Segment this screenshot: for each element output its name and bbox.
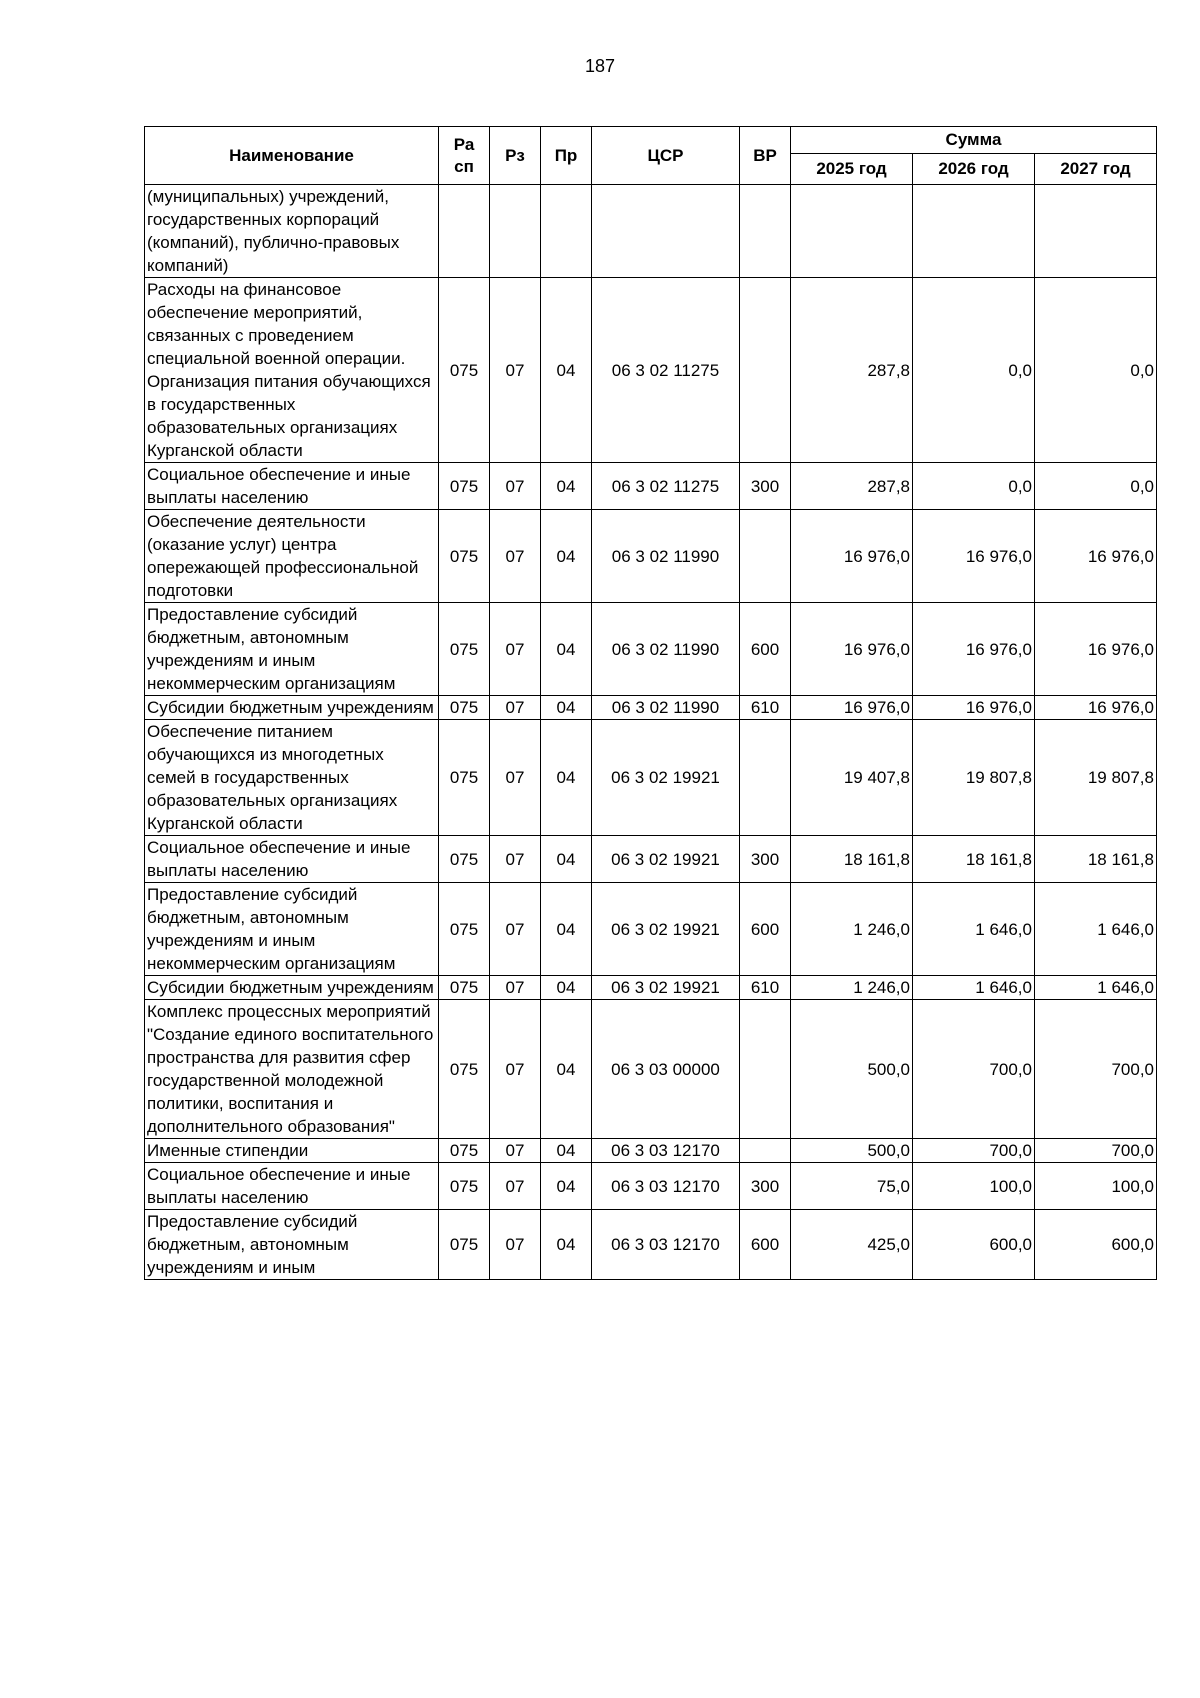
row-amount-2025: 425,0 [791, 1210, 913, 1280]
row-pr: 04 [541, 720, 592, 836]
row-csr [592, 185, 740, 278]
row-amount-2026: 1 646,0 [913, 883, 1035, 976]
row-csr: 06 3 02 11275 [592, 278, 740, 463]
row-pr: 04 [541, 463, 592, 510]
row-amount-2025: 18 161,8 [791, 836, 913, 883]
header-year-2026: 2026 год [913, 154, 1035, 185]
row-rasp: 075 [439, 1139, 490, 1163]
header-csr: ЦСР [592, 127, 740, 185]
header-rz: Рз [490, 127, 541, 185]
row-name: Предоставление субсидий бюджетным, автономным учреждениям и иным некоммерческим организациям [145, 603, 439, 696]
row-amount-2025: 287,8 [791, 278, 913, 463]
row-amount-2025: 16 976,0 [791, 603, 913, 696]
row-amount-2025: 16 976,0 [791, 510, 913, 603]
row-name: Социальное обеспечение и иные выплаты населению [145, 463, 439, 510]
table-row [145, 1000, 1157, 1139]
row-rasp: 075 [439, 278, 490, 463]
table-row [145, 1139, 1157, 1163]
row-rasp: 075 [439, 976, 490, 1000]
row-rz: 07 [490, 278, 541, 463]
row-name: Предоставление субсидий бюджетным, автономным учреждениям и иным некоммерческим организациям [145, 883, 439, 976]
table-row [145, 1163, 1157, 1210]
row-csr: 06 3 02 11275 [592, 463, 740, 510]
row-amount-2027: 19 807,8 [1035, 720, 1157, 836]
row-rz: 07 [490, 510, 541, 603]
row-name: Субсидии бюджетным учреждениям [145, 976, 439, 1000]
row-rz: 07 [490, 603, 541, 696]
budget-table [144, 126, 1157, 1280]
row-amount-2025: 16 976,0 [791, 696, 913, 720]
row-rasp: 075 [439, 883, 490, 976]
row-amount-2027: 100,0 [1035, 1163, 1157, 1210]
row-amount-2027: 16 976,0 [1035, 603, 1157, 696]
row-pr: 04 [541, 278, 592, 463]
header-year-2025: 2025 год [791, 154, 913, 185]
row-name: Обеспечение деятельности (оказание услуг) центра опережающей профессиональной подготовки [145, 510, 439, 603]
row-vr [740, 278, 791, 463]
row-amount-2027: 1 646,0 [1035, 976, 1157, 1000]
row-rasp: 075 [439, 1000, 490, 1139]
row-vr: 610 [740, 696, 791, 720]
row-rz [490, 185, 541, 278]
header-rasp: Ра сп [439, 127, 490, 185]
row-pr: 04 [541, 883, 592, 976]
row-name: Социальное обеспечение и иные выплаты населению [145, 1163, 439, 1210]
row-name: Социальное обеспечение и иные выплаты населению [145, 836, 439, 883]
row-pr: 04 [541, 976, 592, 1000]
row-amount-2026: 0,0 [913, 463, 1035, 510]
header-name: Наименование [145, 127, 439, 185]
row-rz: 07 [490, 1210, 541, 1280]
table-row [145, 185, 1157, 278]
row-amount-2025: 1 246,0 [791, 883, 913, 976]
row-amount-2026: 0,0 [913, 278, 1035, 463]
row-vr: 600 [740, 883, 791, 976]
row-vr [740, 1000, 791, 1139]
row-vr [740, 720, 791, 836]
row-pr: 04 [541, 1163, 592, 1210]
row-amount-2025: 500,0 [791, 1139, 913, 1163]
row-pr: 04 [541, 603, 592, 696]
row-rz: 07 [490, 883, 541, 976]
row-vr [740, 510, 791, 603]
row-csr: 06 3 03 12170 [592, 1139, 740, 1163]
row-amount-2026: 700,0 [913, 1139, 1035, 1163]
row-pr: 04 [541, 1210, 592, 1280]
row-csr: 06 3 02 11990 [592, 696, 740, 720]
row-vr: 300 [740, 463, 791, 510]
row-rz: 07 [490, 1139, 541, 1163]
table-row [145, 603, 1157, 696]
row-csr: 06 3 02 19921 [592, 883, 740, 976]
row-rasp: 075 [439, 463, 490, 510]
row-rasp: 075 [439, 836, 490, 883]
row-rasp: 075 [439, 720, 490, 836]
row-name: (муниципальных) учреждений, государственных корпораций (компаний), публично-правовых компаний) [145, 185, 439, 278]
row-csr: 06 3 02 11990 [592, 510, 740, 603]
row-amount-2025 [791, 185, 913, 278]
row-pr: 04 [541, 1000, 592, 1139]
table-row [145, 510, 1157, 603]
row-amount-2027: 600,0 [1035, 1210, 1157, 1280]
header-vr: ВР [740, 127, 791, 185]
row-amount-2027: 0,0 [1035, 463, 1157, 510]
row-rz: 07 [490, 720, 541, 836]
table-row [145, 976, 1157, 1000]
row-pr: 04 [541, 510, 592, 603]
table-row [145, 883, 1157, 976]
row-pr: 04 [541, 836, 592, 883]
row-vr: 600 [740, 603, 791, 696]
row-rz: 07 [490, 1000, 541, 1139]
table-row [145, 836, 1157, 883]
row-amount-2025: 19 407,8 [791, 720, 913, 836]
row-name: Субсидии бюджетным учреждениям [145, 696, 439, 720]
row-rasp: 075 [439, 603, 490, 696]
table-body [145, 185, 1157, 1280]
row-csr: 06 3 03 12170 [592, 1163, 740, 1210]
row-csr: 06 3 02 19921 [592, 976, 740, 1000]
row-name: Комплекс процессных мероприятий "Создание единого воспитательного пространства для развития сфер государственной молодежной политики, воспитания и дополнительного образования" [145, 1000, 439, 1139]
header-sum: Сумма [791, 127, 1157, 154]
row-amount-2026: 700,0 [913, 1000, 1035, 1139]
row-csr: 06 3 03 00000 [592, 1000, 740, 1139]
row-csr: 06 3 03 12170 [592, 1210, 740, 1280]
row-rasp: 075 [439, 696, 490, 720]
row-amount-2027: 16 976,0 [1035, 696, 1157, 720]
row-vr [740, 1139, 791, 1163]
row-name: Именные стипендии [145, 1139, 439, 1163]
row-name: Обеспечение питанием обучающихся из многодетных семей в государственных образовательных организациях Курганской области [145, 720, 439, 836]
row-amount-2027 [1035, 185, 1157, 278]
row-csr: 06 3 02 19921 [592, 836, 740, 883]
header-pr: Пр [541, 127, 592, 185]
row-amount-2025: 1 246,0 [791, 976, 913, 1000]
table-row [145, 720, 1157, 836]
row-amount-2027: 18 161,8 [1035, 836, 1157, 883]
row-amount-2027: 1 646,0 [1035, 883, 1157, 976]
table-row [145, 278, 1157, 463]
row-amount-2027: 0,0 [1035, 278, 1157, 463]
row-amount-2025: 287,8 [791, 463, 913, 510]
table-row [145, 1210, 1157, 1280]
row-amount-2027: 700,0 [1035, 1139, 1157, 1163]
row-vr: 600 [740, 1210, 791, 1280]
row-rasp: 075 [439, 1210, 490, 1280]
row-pr [541, 185, 592, 278]
row-amount-2026: 19 807,8 [913, 720, 1035, 836]
row-amount-2026: 1 646,0 [913, 976, 1035, 1000]
row-pr: 04 [541, 696, 592, 720]
row-amount-2025: 500,0 [791, 1000, 913, 1139]
row-amount-2026: 600,0 [913, 1210, 1035, 1280]
row-pr: 04 [541, 1139, 592, 1163]
row-amount-2026: 18 161,8 [913, 836, 1035, 883]
row-csr: 06 3 02 19921 [592, 720, 740, 836]
header-year-2027: 2027 год [1035, 154, 1157, 185]
row-name: Расходы на финансовое обеспечение мероприятий, связанных с проведением специальной военной операции. Организация питания обучающихся в государственных образовательных организациях Курганской области [145, 278, 439, 463]
row-rasp [439, 185, 490, 278]
row-rasp: 075 [439, 510, 490, 603]
row-amount-2026: 16 976,0 [913, 696, 1035, 720]
row-vr: 300 [740, 1163, 791, 1210]
row-rz: 07 [490, 836, 541, 883]
row-amount-2025: 75,0 [791, 1163, 913, 1210]
page-number: 187 [584, 56, 616, 76]
table-row [145, 463, 1157, 510]
row-csr: 06 3 02 11990 [592, 603, 740, 696]
row-rasp: 075 [439, 1163, 490, 1210]
row-amount-2026 [913, 185, 1035, 278]
row-amount-2026: 100,0 [913, 1163, 1035, 1210]
row-vr: 300 [740, 836, 791, 883]
row-rz: 07 [490, 696, 541, 720]
table-row [145, 696, 1157, 720]
row-amount-2027: 700,0 [1035, 1000, 1157, 1139]
table-header [145, 127, 1157, 185]
row-name: Предоставление субсидий бюджетным, автономным учреждениям и иным [145, 1210, 439, 1280]
row-amount-2026: 16 976,0 [913, 603, 1035, 696]
row-amount-2027: 16 976,0 [1035, 510, 1157, 603]
row-rz: 07 [490, 1163, 541, 1210]
row-vr [740, 185, 791, 278]
row-vr: 610 [740, 976, 791, 1000]
row-amount-2026: 16 976,0 [913, 510, 1035, 603]
row-rz: 07 [490, 463, 541, 510]
row-rz: 07 [490, 976, 541, 1000]
